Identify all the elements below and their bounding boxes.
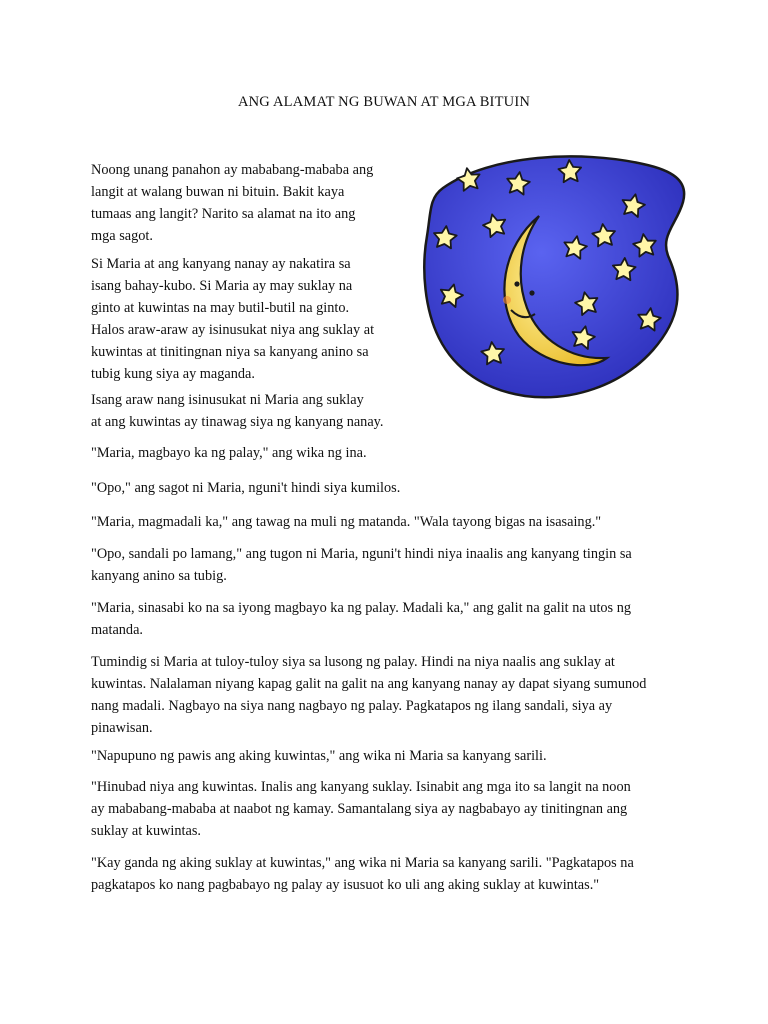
text-line: "Maria, sinasabi ko na sa iyong magbayo ka ng palay. Madali ka," ang galit na galit na utos ng (91, 600, 631, 616)
paragraph-9 (91, 651, 646, 739)
text-line: nang madali. Nagbayo na siya nang nagbayo ng palay. Pagkatapos ng ilang sandali, siya ay (91, 698, 613, 714)
paragraph-8 (91, 597, 631, 641)
paragraph-6 (91, 511, 601, 533)
paragraph-11 (91, 776, 631, 842)
paragraph-2 (91, 253, 374, 385)
text-line: kanyang anino sa tubig. (91, 568, 227, 584)
text-line: pinawisan. (91, 720, 153, 736)
text-line: Halos araw-araw ay isinusukat niya ang suklay at (91, 322, 375, 338)
paragraph-7 (91, 543, 632, 587)
text-line: "Opo," ang sagot ni Maria, nguni't hindi siya kumilos. (91, 480, 401, 496)
text-line: ginto at kuwintas na may butil-butil na ginto. (91, 300, 350, 316)
text-line: Isang araw nang isinusukat ni Maria ang suklay (91, 392, 364, 408)
text-line: matanda. (91, 622, 144, 638)
text-line: Si Maria at ang kanyang nanay ay nakatira sa (91, 256, 351, 272)
text-line: "Opo, sandali po lamang," ang tugon ni Maria, nguni't hindi niya inaalis ang kanyang tingin sa (91, 546, 632, 562)
text-line: kuwintas at tinitingnan niya sa kanyang anino sa (91, 344, 369, 360)
text-line: "Napupuno ng pawis ang aking kuwintas," ang wika ni Maria sa kanyang sarili. (91, 748, 547, 764)
text-line: "Maria, magmadali ka," ang tawag na muli ng matanda. "Wala tayong bigas na isasaing." (91, 514, 602, 530)
text-line: mga sagot. (91, 228, 153, 244)
text-line: pagkatapos ko nang pagbabayo ng palay ay isusuot ko uli ang aking suklay at kuwintas." (91, 877, 600, 893)
text-line: "Hinubad niya ang kuwintas. Inalis ang kanyang suklay. Isinabit ang mga ito sa langit na noon (91, 779, 631, 795)
document-title: ANG ALAMAT NG BUWAN AT MGA BITUIN (237, 94, 531, 110)
text-line: tumaas ang langit? Narito sa alamat na ito ang (91, 206, 356, 222)
paragraph-1 (91, 159, 373, 247)
paragraph-10 (91, 745, 547, 767)
paragraph-4 (91, 442, 367, 464)
moon-and-stars-illustration (421, 150, 695, 404)
paragraph-5 (91, 477, 400, 499)
text-line: "Maria, magbayo ka ng palay," ang wika ng ina. (91, 445, 367, 461)
text-line: "Kay ganda ng aking suklay at kuwintas," ang wika ni Maria sa kanyang sarili. "Pagkatapos na (91, 855, 634, 871)
text-line: suklay at kuwintas. (91, 823, 201, 839)
paragraph-3 (91, 389, 383, 433)
text-line: at ang kuwintas ay tinawag siya ng kanyang nanay. (91, 414, 384, 430)
text-line: kuwintas. Nalalaman niyang kapag galit na galit na ang kanyang nanay ay dapat siyang sumunod (91, 676, 647, 692)
text-line: Tumindig si Maria at tuloy-tuloy siya sa lusong ng palay. Hindi na niya naalis ang suklay at (91, 654, 615, 670)
paragraph-12 (91, 852, 634, 896)
text-line: ay mababang-mababa at naabot ng kamay. Samantalang siya ay nagbabayo ay tinitingnan ang (91, 801, 628, 817)
text-line: tubig kung siya ay maganda. (91, 366, 255, 382)
text-line: isang bahay-kubo. Si Maria ay may suklay na (91, 278, 353, 294)
text-line: Noong unang panahon ay mababang-mababa ang (91, 162, 374, 178)
text-line: langit at walang buwan ni bituin. Bakit kaya (91, 184, 345, 200)
